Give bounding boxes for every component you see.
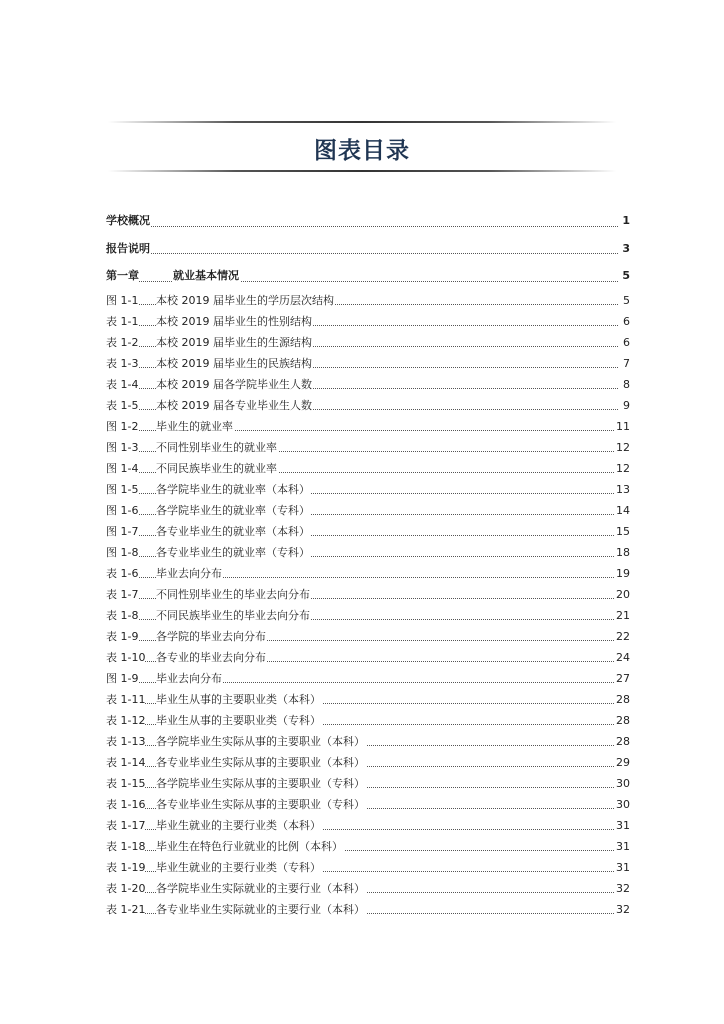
entry-label: 图 1-5 (106, 479, 138, 500)
entry-title: 毕业生从事的主要职业类（专科） (156, 710, 322, 731)
toc-entry[interactable] (106, 458, 630, 479)
entry-title: 各学院毕业生的就业率（专科） (156, 500, 311, 521)
dot-leader (106, 253, 618, 254)
page-number: 28 (615, 731, 630, 752)
toc-entry[interactable] (106, 479, 630, 500)
page-number: 31 (615, 815, 630, 836)
entry-label: 图 1-7 (106, 521, 138, 542)
page-number: 29 (615, 752, 630, 773)
entry-label: 图 1-1 (106, 290, 138, 311)
entry-label: 表 1-14 (106, 752, 145, 773)
page-number: 31 (615, 857, 630, 878)
title-top-rule (108, 121, 616, 123)
entry-label: 表 1-9 (106, 626, 138, 647)
entry-title: 各学院毕业生实际从事的主要职业（本科） (156, 731, 366, 752)
entry-title: 本校 2019 届各专业毕业生人数 (156, 395, 313, 416)
entry-label: 表 1-3 (106, 353, 138, 374)
toc-entry[interactable] (106, 857, 630, 878)
page-number: 20 (615, 584, 630, 605)
entry-title: 毕业生就业的主要行业类（本科） (156, 815, 322, 836)
page-number: 5 (622, 290, 630, 311)
entry-title: 本校 2019 届毕业生的性别结构 (156, 311, 313, 332)
entry-label: 表 1-1 (106, 311, 138, 332)
page-title: 图表目录 (314, 138, 410, 164)
entry-title: 本校 2019 届各学院毕业生人数 (156, 374, 313, 395)
toc-entry[interactable] (106, 416, 630, 437)
entry-label: 表 1-8 (106, 605, 138, 626)
entry-label: 表 1-10 (106, 647, 145, 668)
entry-label: 表 1-6 (106, 563, 138, 584)
toc-entry[interactable] (106, 332, 630, 353)
toc-entry[interactable] (106, 500, 630, 521)
page-number: 28 (615, 689, 630, 710)
entry-label: 图 1-3 (106, 437, 138, 458)
entry-label: 图 1-8 (106, 542, 138, 563)
entry-title: 就业基本情况 (173, 262, 240, 290)
entry-title: 各专业毕业生实际从事的主要职业（专科） (156, 794, 366, 815)
page-number: 11 (615, 416, 630, 437)
page-number: 31 (615, 836, 630, 857)
page-number: 9 (622, 395, 630, 416)
page-number: 27 (615, 668, 630, 689)
entry-label: 表 1-2 (106, 332, 138, 353)
toc-heading[interactable] (106, 207, 630, 235)
toc-entry[interactable] (106, 731, 630, 752)
page-number: 15 (615, 521, 630, 542)
toc-entry[interactable] (106, 290, 630, 311)
entry-label: 表 1-17 (106, 815, 145, 836)
entry-label: 报告说明 (106, 235, 150, 263)
entry-title: 毕业生就业的主要行业类（专科） (156, 857, 322, 878)
toc-entry[interactable] (106, 563, 630, 584)
entry-title: 不同性别毕业生的毕业去向分布 (156, 584, 311, 605)
page-number: 24 (615, 647, 630, 668)
page-number: 32 (615, 899, 630, 920)
entry-title: 各专业毕业生的就业率（本科） (156, 521, 311, 542)
entry-title: 各专业毕业生实际从事的主要职业（本科） (156, 752, 366, 773)
entry-label: 表 1-20 (106, 878, 145, 899)
entry-title: 本校 2019 届毕业生的民族结构 (156, 353, 313, 374)
entry-label: 表 1-12 (106, 710, 145, 731)
entry-title: 各专业毕业生的就业率（专科） (156, 542, 311, 563)
toc-entry[interactable] (106, 626, 630, 647)
page-number: 3 (621, 235, 630, 263)
toc-entry[interactable] (106, 437, 630, 458)
entry-label: 图 1-6 (106, 500, 138, 521)
title-bottom-rule (108, 170, 616, 172)
page-number: 30 (615, 794, 630, 815)
page-number: 6 (622, 332, 630, 353)
toc-entry[interactable] (106, 878, 630, 899)
entry-label: 表 1-4 (106, 374, 138, 395)
page-number: 19 (615, 563, 630, 584)
toc-entry[interactable] (106, 899, 630, 920)
table-of-contents (106, 207, 630, 920)
entry-title: 各专业的毕业去向分布 (156, 647, 267, 668)
toc-entry[interactable] (106, 752, 630, 773)
entry-label: 图 1-9 (106, 668, 138, 689)
toc-entry[interactable] (106, 605, 630, 626)
entry-label: 表 1-13 (106, 731, 145, 752)
toc-entry[interactable] (106, 689, 630, 710)
toc-entry[interactable] (106, 710, 630, 731)
entry-title: 毕业生从事的主要职业类（本科） (156, 689, 322, 710)
entry-title: 各学院毕业生的就业率（本科） (156, 479, 311, 500)
toc-entry[interactable] (106, 395, 630, 416)
entry-title: 各学院的毕业去向分布 (156, 626, 267, 647)
entry-title: 各学院毕业生实际就业的主要行业（本科） (156, 878, 366, 899)
entry-title: 本校 2019 届毕业生的生源结构 (156, 332, 313, 353)
toc-heading[interactable] (106, 235, 630, 263)
page-number: 32 (615, 878, 630, 899)
page-number: 1 (621, 207, 630, 235)
page-number: 14 (615, 500, 630, 521)
toc-entry[interactable] (106, 311, 630, 332)
entry-label: 表 1-18 (106, 836, 145, 857)
page-number: 30 (615, 773, 630, 794)
page-number: 21 (615, 605, 630, 626)
entry-label: 学校概况 (106, 207, 150, 235)
toc-entry[interactable] (106, 521, 630, 542)
toc-entry[interactable] (106, 794, 630, 815)
entry-title: 不同民族毕业生的毕业去向分布 (156, 605, 311, 626)
entry-title: 毕业去向分布 (156, 668, 223, 689)
toc-entry[interactable] (106, 584, 630, 605)
entry-title: 本校 2019 届毕业生的学历层次结构 (156, 290, 335, 311)
page-number: 5 (621, 262, 630, 290)
page-number: 7 (622, 353, 630, 374)
entry-title: 不同民族毕业生的就业率 (156, 458, 278, 479)
dot-leader (106, 226, 618, 227)
entry-title: 各专业毕业生实际就业的主要行业（本科） (156, 899, 366, 920)
page-number: 18 (615, 542, 630, 563)
toc-entry[interactable] (106, 815, 630, 836)
toc-entry[interactable] (106, 353, 630, 374)
toc-entry[interactable] (106, 374, 630, 395)
page-number: 22 (615, 626, 630, 647)
entry-title: 不同性别毕业生的就业率 (156, 437, 278, 458)
entry-title: 毕业去向分布 (156, 563, 223, 584)
entry-title: 毕业生的就业率 (156, 416, 234, 437)
toc-entry[interactable] (106, 836, 630, 857)
entry-label: 表 1-7 (106, 584, 138, 605)
entry-label: 表 1-21 (106, 899, 145, 920)
entry-label: 表 1-11 (106, 689, 145, 710)
entry-label: 图 1-4 (106, 458, 138, 479)
page-number: 8 (622, 374, 630, 395)
entry-label: 表 1-5 (106, 395, 138, 416)
entry-title: 各学院毕业生实际从事的主要职业（专科） (156, 773, 366, 794)
page-number: 13 (615, 479, 630, 500)
entry-label: 表 1-15 (106, 773, 145, 794)
toc-entry[interactable] (106, 647, 630, 668)
page-number: 28 (615, 710, 630, 731)
page-number: 6 (622, 311, 630, 332)
entry-title: 毕业生在特色行业就业的比例（本科） (156, 836, 344, 857)
page-number: 12 (615, 458, 630, 479)
toc-entry[interactable] (106, 668, 630, 689)
entry-label: 图 1-2 (106, 416, 138, 437)
entry-label: 表 1-16 (106, 794, 145, 815)
toc-entry[interactable] (106, 542, 630, 563)
entry-label: 表 1-19 (106, 857, 145, 878)
entry-label: 第一章 (106, 262, 139, 290)
toc-entry[interactable] (106, 773, 630, 794)
page-number: 12 (615, 437, 630, 458)
toc-heading[interactable] (106, 262, 630, 290)
